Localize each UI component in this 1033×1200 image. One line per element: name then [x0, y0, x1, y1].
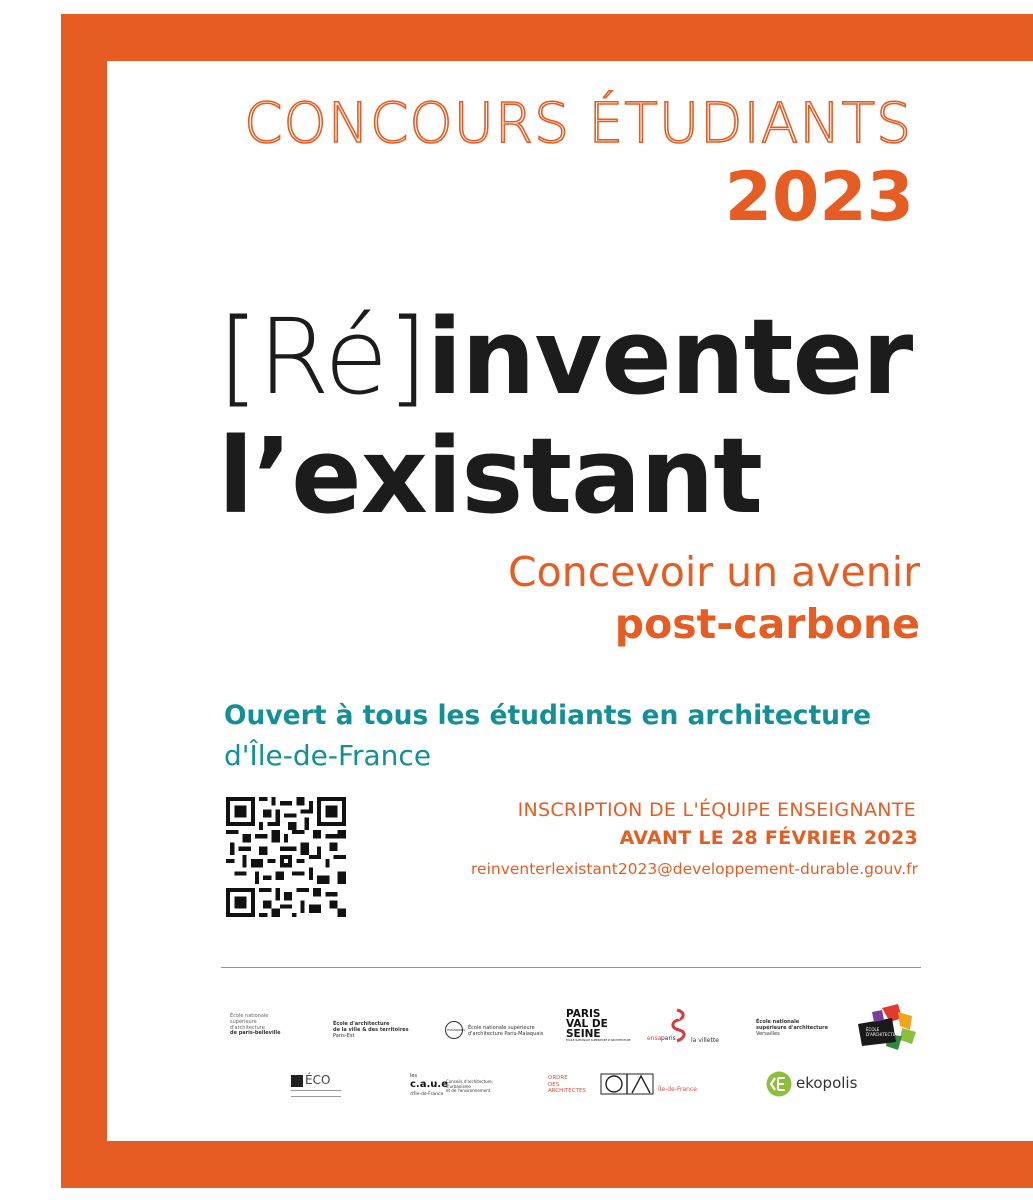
logo-text: École nationale — [230, 1013, 269, 1019]
eco-mark-icon — [291, 1075, 303, 1087]
logo-text-block — [548, 1075, 586, 1095]
logo-text: Île-de-France — [658, 1086, 697, 1093]
logo-text: d'architecture — [230, 1024, 265, 1031]
logo-ensa-paris-la-villette — [647, 1008, 719, 1046]
logo-text: ÉCOLE — [866, 1027, 880, 1032]
logo-text: c.a.u.e — [410, 1079, 448, 1090]
logo-text: et de l'environnement — [446, 1088, 491, 1094]
subtitle-line-2: post-carbone — [614, 600, 920, 648]
title-word-rest: inventer — [426, 296, 913, 418]
registration-deadline: AVANT LE 28 FÉVRIER 2023 — [619, 827, 918, 849]
logo-text: d'architecture Paris-Malaquais — [468, 1030, 544, 1037]
logo-text: supérieure d'architecture — [756, 1024, 828, 1031]
logo-text: Versailles — [756, 1030, 780, 1037]
title-bracket-part: [Ré] — [218, 296, 427, 418]
logo-text: supérieure — [230, 1018, 257, 1025]
logo-text: ÉCO — [305, 1073, 331, 1087]
competition-year: 2023 — [724, 158, 914, 237]
logo-text: ARCHITECTES — [548, 1088, 586, 1095]
logo-text: PARIS — [566, 1008, 601, 1020]
main-title — [218, 298, 912, 535]
logo-text: la villette — [691, 1037, 719, 1044]
logo-text-block — [446, 1080, 493, 1094]
logo-text: Conseils d'architecture, — [446, 1079, 494, 1084]
competition-heading: CONCOURS ÉTUDIANTS — [244, 91, 912, 155]
logo-text: Paris-Est — [333, 1032, 355, 1039]
logo-text: École nationale — [756, 1019, 800, 1025]
logo-text: D'ARCHITECTURE — [866, 1031, 901, 1037]
registration-line-1: INSCRIPTION DE L'ÉQUIPE ENSEIGNANTE — [517, 799, 916, 821]
audience-line-1: Ouvert à tous les étudiants en architecture — [224, 700, 872, 731]
subtitle-line-1: Concevoir un avenir — [508, 548, 920, 596]
contact-email-link[interactable]: reinventerlexistant2023@developpement-durable.gouv.fr — [471, 860, 918, 878]
audience-line-2: d'Île-de-France — [224, 739, 432, 772]
logo-caue — [410, 1073, 494, 1100]
logo-ekopolis — [766, 1071, 866, 1099]
title-line-2: l’existant — [218, 414, 762, 537]
logo-paris-val-de-seine — [566, 1010, 631, 1042]
logo-text: DES — [548, 1081, 560, 1088]
divider — [221, 967, 921, 968]
logo-text: SEINE — [566, 1027, 601, 1040]
logo-versailles — [756, 1020, 828, 1037]
logo-text: malaquais — [447, 1028, 466, 1032]
logo-ordre-des-architectes — [548, 1073, 708, 1097]
logo-text: de paris-belleville — [230, 1030, 281, 1037]
logo-text: d'urbanisme — [446, 1083, 471, 1089]
logo-eco — [291, 1075, 343, 1097]
logo-text-block — [468, 1026, 543, 1038]
logo-text: École d'architecture — [333, 1021, 390, 1027]
logo-text: de la ville & des territoires — [333, 1026, 409, 1033]
logo-text: VAL DE — [566, 1017, 608, 1030]
logo-text: d'Île-de-France — [410, 1092, 444, 1097]
logo-text: les — [410, 1073, 418, 1079]
logo-ecole-architecture — [852, 1004, 918, 1052]
logo-text: paris — [661, 1035, 676, 1042]
logo-text-block — [866, 1028, 901, 1037]
logo-text: ekopolis — [796, 1074, 858, 1092]
ekopolis-icon — [766, 1071, 792, 1097]
oa-mark-icon — [600, 1073, 654, 1095]
logo-text: ensa — [647, 1035, 662, 1042]
logo-paris-belleville — [230, 1014, 280, 1037]
logo-text: ORDRE — [548, 1075, 568, 1081]
logo-text: ÉCOLE NATIONALE SUPÉRIEURE D'ARCHITECTURE — [566, 1038, 631, 1042]
logo-text: École nationale supérieure — [468, 1025, 535, 1031]
eco-caption-lines — [291, 1090, 341, 1097]
logo-paris-est — [333, 1022, 409, 1039]
